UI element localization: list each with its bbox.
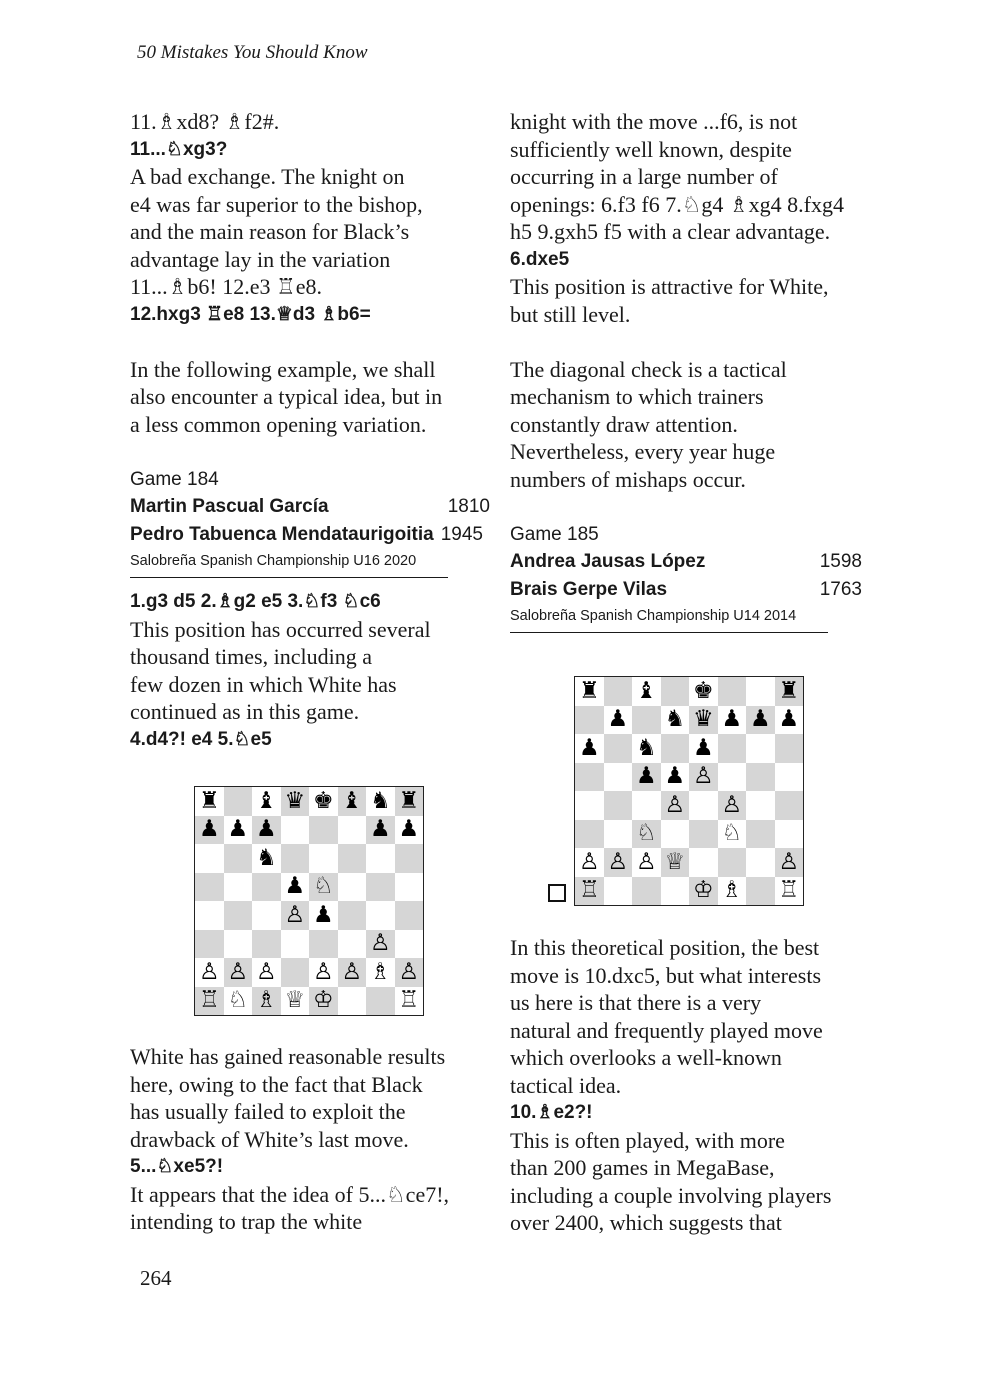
game-number: Game 185 [510,523,599,545]
paragraph [510,934,870,1099]
page-number: 264 [140,1266,172,1290]
player-name: Andrea Jausas López [510,551,706,572]
text-line: has usually failed to exploit the [130,1099,406,1124]
black-pawn-icon: ♟ [778,706,800,733]
text-line: The diagonal check is a tactical [510,356,787,382]
player-name: Pedro Tabuenca Mendataurigoitia [130,523,434,545]
text-line: natural and frequently played move [510,1017,823,1043]
text-line: numbers of mishaps occur. [510,466,746,492]
text-line: here, owing to the fact that Black [130,1071,423,1097]
black-pawn-icon: ♟ [607,706,629,733]
text-line: tactical idea. [510,1072,622,1098]
text-line: This position has occurred several [130,616,431,642]
white-knight-icon: ♘ [721,820,743,847]
black-pawn-icon: ♟ [692,734,714,761]
text-line: us here is that there is a very [510,990,762,1015]
board-square [338,901,367,930]
board-square [775,820,804,849]
board-square [689,791,718,820]
board-square [338,930,367,959]
board-square [338,987,367,1016]
board-square [661,734,690,763]
white-rook-icon: ♖ [575,877,604,906]
black-player [130,521,483,549]
divider [510,632,828,633]
board-square [575,763,604,792]
game-header [130,466,490,579]
white-player [510,548,862,576]
black-pawn-icon: ♟ [664,763,686,790]
board-square [309,816,338,845]
paragraph [130,163,490,301]
board-square [281,816,310,845]
white-pawn-icon: ♙ [578,848,600,875]
white-pawn-icon: ♙ [198,958,220,985]
chess-diagram-1 [194,786,424,1016]
player-rating: 1598 [819,551,862,572]
move-heading: 6.dxe5 [510,248,570,270]
text-line: but still level. [510,301,631,327]
black-bishop-icon: ♝ [635,677,657,704]
white-bishop-icon: ♗ [721,877,743,904]
board-square [604,677,633,706]
white-pawn-icon: ♙ [366,930,395,959]
text-line: continued as in this game. [130,699,360,724]
board-square [338,816,367,845]
intro-move: 11.♗xd8? ♗f2#. [130,109,280,134]
white-king-icon: ♔ [309,987,338,1016]
board-square [661,820,690,849]
move-heading: 4.d4?! e4 5.♘e5 [130,728,272,750]
board-square [575,706,604,735]
text-line: openings: 6.f3 f6 7.♘g4 ♗xg4 8.fxg4 [510,191,844,217]
board-square [575,820,604,849]
paragraph [510,108,870,246]
white-rook-icon: ♖ [778,877,800,904]
move-heading: 12.hxg3 ♖e8 13.♕d3 ♗b6= [130,303,371,325]
text-line: 11...♗b6! 12.e3 ♖e8. [130,274,322,299]
board-square [395,873,424,902]
text-line: and the main reason for Black’s [130,219,410,244]
text-line: also encounter a typical idea, but in [130,384,443,409]
board-square [252,901,281,930]
white-queen-icon: ♕ [284,987,306,1014]
player-rating: 1763 [819,578,862,600]
black-pawn-icon: ♟ [195,816,224,845]
white-pawn-icon: ♙ [689,763,718,792]
board-square [575,791,604,820]
black-pawn-icon: ♟ [721,706,743,733]
text-line: White has gained reasonable results [130,1044,446,1069]
board-square [661,877,690,906]
board-square [604,763,633,792]
white-player [130,493,490,521]
black-pawn-icon: ♟ [252,816,281,845]
black-pawn-icon: ♟ [398,816,420,843]
black-knight-icon: ♞ [635,734,657,761]
board-square [366,844,395,873]
white-bishop-icon: ♗ [252,987,281,1016]
board-square [718,848,747,877]
paragraph [130,1043,490,1153]
black-rook-icon: ♜ [775,677,804,706]
black-rook-icon: ♜ [395,787,424,816]
text-line: move is 10.dxc5, but what interests [510,962,822,988]
board-square [718,763,747,792]
board-square [689,848,718,877]
text-line: knight with the move ...f6, is not [510,109,798,134]
paragraph [130,1181,490,1236]
black-pawn-icon: ♟ [632,763,661,792]
board-square [661,677,690,706]
white-bishop-icon: ♗ [369,958,391,985]
white-pawn-icon: ♙ [281,901,310,930]
board-square [746,848,775,877]
running-head: 50 Mistakes You Should Know [137,42,368,63]
white-rook-icon: ♖ [398,987,420,1014]
move-heading: 1.g3 d5 2.♗g2 e5 3.♘f3 ♘c6 [130,591,381,612]
board-square [746,734,775,763]
text-line: drawback of White’s last move. [130,1126,409,1152]
black-king-icon: ♚ [312,787,334,814]
black-knight-icon: ♞ [664,706,686,733]
board-square [366,873,395,902]
text-line: This position is attractive for White, [510,274,829,299]
white-to-move-icon [548,884,566,902]
game-number: Game 184 [130,468,219,490]
board-square [604,791,633,820]
board-square [224,930,253,959]
text-line: This is often played, with more [510,1127,785,1153]
board-square [224,873,253,902]
text-line: e4 was far superior to the bishop, [130,191,423,217]
text-line: over 2400, which suggests that [510,1210,782,1235]
event-line: Salobreña Spanish Championship U14 2014 [510,608,797,624]
text-line: In this theoretical position, the best [510,935,820,960]
black-knight-icon: ♞ [369,787,391,814]
text-line: than 200 games in MegaBase, [510,1155,775,1180]
board-square [746,820,775,849]
black-queen-icon: ♛ [689,706,718,735]
board-square [632,706,661,735]
black-knight-icon: ♞ [255,844,277,871]
board-square [604,820,633,849]
text-line: a less common opening variation. [130,411,427,437]
text-line: occurring in a large number of [510,164,778,189]
right-column [510,108,870,633]
black-bishop-icon: ♝ [338,787,367,816]
text-line: h5 9.gxh5 f5 with a clear advantage. [510,219,831,244]
board-square [775,734,804,763]
board-square [718,677,747,706]
board-square [366,987,395,1016]
text-line: mechanism to which trainers [510,384,764,409]
text-line: constantly draw attention. [510,411,738,437]
text-line: advantage lay in the variation [130,246,391,272]
black-king-icon: ♚ [692,677,714,704]
board-square [395,901,424,930]
board-square [195,901,224,930]
white-pawn-icon: ♙ [395,958,424,987]
board-square [689,820,718,849]
black-rook-icon: ♜ [578,677,600,704]
white-knight-icon: ♘ [309,873,338,902]
board-square [281,844,310,873]
move-heading: 11...♘xg3? [130,138,228,160]
black-pawn-icon: ♟ [312,901,334,928]
board-square [775,763,804,792]
board-square [338,844,367,873]
black-player [510,576,862,604]
black-queen-icon: ♛ [281,787,310,816]
board-square [746,791,775,820]
board-square [746,877,775,906]
text-line: thousand times, including a [130,644,372,669]
paragraph [510,1127,870,1237]
white-king-icon: ♔ [689,877,718,906]
board-square [604,734,633,763]
white-pawn-icon: ♙ [718,791,747,820]
right-column-continued [510,934,870,1237]
text-line: intending to trap the white [130,1209,363,1234]
board-square [252,873,281,902]
board-square [195,873,224,902]
move-heading: 10.♗e2?! [510,1102,593,1123]
white-queen-icon: ♕ [661,848,690,877]
black-pawn-icon: ♟ [284,873,306,900]
black-pawn-icon: ♟ [366,816,395,845]
black-rook-icon: ♜ [198,787,220,814]
paragraph [130,616,490,726]
board-square [195,930,224,959]
black-pawn-icon: ♟ [746,706,775,735]
player-rating: 1945 [440,523,483,545]
white-pawn-icon: ♙ [775,848,804,877]
left-column [130,108,490,753]
chess-diagram-2 [574,676,804,906]
board-square [309,844,338,873]
white-pawn-icon: ♙ [661,791,690,820]
board-square [775,791,804,820]
move-heading: 5...♘xe5?! [130,1156,224,1177]
white-pawn-icon: ♙ [635,848,657,875]
board-square [395,930,424,959]
board-square [395,844,424,873]
board-square [309,930,338,959]
player-name: Brais Gerpe Vilas [510,578,668,600]
text-line: Nevertheless, every year huge [510,439,776,464]
board-square [604,877,633,906]
text-line: sufficiently well known, despite [510,136,792,162]
white-pawn-icon: ♙ [604,848,633,877]
board-square [338,873,367,902]
black-pawn-icon: ♟ [227,816,249,843]
text-line: A bad exchange. The knight on [130,164,405,189]
board-square [632,791,661,820]
board-square [224,901,253,930]
white-knight-icon: ♘ [632,820,661,849]
board-square [281,930,310,959]
text-line: In the following example, we shall [130,356,436,382]
left-column-continued [130,1043,490,1236]
game-header [510,521,870,634]
paragraph [510,356,870,494]
board-square [281,958,310,987]
text-line: which overlooks a well-known [510,1045,782,1070]
board-square [195,844,224,873]
black-pawn-icon: ♟ [578,734,600,761]
board-square [632,877,661,906]
paragraph [510,273,870,328]
text-line: including a couple involving players [510,1182,832,1208]
board-square [718,734,747,763]
text-line: It appears that the idea of 5...♘ce7!, [130,1181,450,1207]
white-pawn-icon: ♙ [338,958,367,987]
white-rook-icon: ♖ [195,987,224,1016]
board-square [366,901,395,930]
white-pawn-icon: ♙ [224,958,253,987]
white-pawn-icon: ♙ [312,958,334,985]
paragraph [130,356,490,439]
white-knight-icon: ♘ [227,987,249,1014]
board-square [252,930,281,959]
white-pawn-icon: ♙ [255,958,277,985]
board-square [746,763,775,792]
black-bishop-icon: ♝ [255,787,277,814]
board-square [224,787,253,816]
text-line: few dozen in which White has [130,671,397,697]
board-square [746,677,775,706]
board-square [224,844,253,873]
event-line: Salobreña Spanish Championship U16 2020 [130,553,417,569]
player-name: Martin Pascual García [130,496,329,517]
player-rating: 1810 [447,496,490,517]
